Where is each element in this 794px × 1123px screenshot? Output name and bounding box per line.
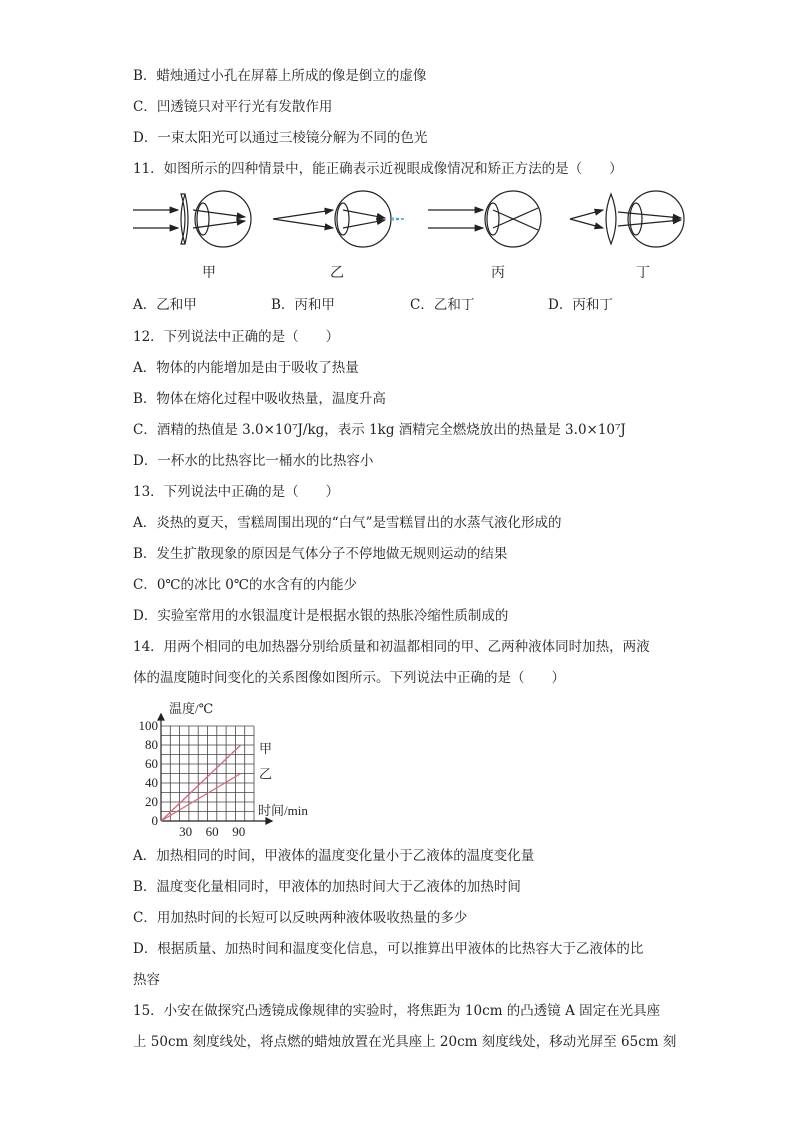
y-tick-label: 20 [145, 794, 158, 809]
option-11d: D．丙和丁 [548, 297, 613, 313]
option-12b: B．物体在熔化过程中吸收热量，温度升高 [133, 391, 386, 407]
series-label-yi: 乙 [259, 766, 273, 782]
option-12d: D．一杯水的比热容比一桶水的比热容小 [133, 453, 374, 469]
y-tick-label: 80 [145, 737, 158, 752]
y-tick-label: 60 [145, 756, 158, 771]
question-14-line1: 14．用两个相同的电加热器分别给质量和初温都相同的甲、乙两种液体同时加热，两液 [133, 639, 650, 655]
eye-bing-icon [428, 191, 541, 247]
option-14a: A．加热相同的时间，甲液体的温度变化量小于乙液体的温度变化量 [133, 848, 535, 864]
question-12: 12．下列说法中正确的是（ ） [133, 329, 340, 345]
series-line-1 [161, 774, 241, 822]
option-11b: B．丙和甲 [271, 297, 335, 313]
option-12a: A．物体的内能增加是由于吸收了热量 [133, 360, 359, 376]
option-13b: B．发生扩散现象的原因是气体分子不停地做无规则运动的结果 [133, 546, 508, 562]
y-axis-label: 温度/℃ [169, 701, 214, 716]
question-14-line2: 体的温度随时间变化的关系图像如图所示。下列说法中正确的是（ ） [133, 670, 565, 686]
x-axis-arrow [266, 818, 272, 824]
x-axis-label: 时间/min [258, 803, 308, 818]
option-14d-line2: 热容 [133, 972, 160, 988]
option-14d-line1: D．根据质量、加热时间和温度变化信息，可以推算出甲液体的比热容大于乙液体的比 [133, 941, 644, 957]
option-10d: D．一束太阳光可以通过三棱镜分解为不同的色光 [133, 130, 428, 146]
eye-yi-icon [273, 191, 405, 247]
eye-ding-icon [570, 191, 684, 247]
option-10c: C．凹透镜只对平行光有发散作用 [133, 99, 333, 115]
temperature-time-chart [130, 700, 330, 840]
eye-jia-icon [133, 191, 251, 247]
question-15-line1: 15．小安在做探究凸透镜成像规律的实验时，将焦距为 10cm 的凸透镜 A 固定在光具座 [133, 1003, 661, 1019]
option-13c: C．0℃的冰比 0℃的水含有的内能少 [133, 577, 358, 593]
caption-jia: 甲 [202, 265, 216, 281]
series-label-jia: 甲 [259, 741, 273, 756]
option-11c: C．乙和丁 [410, 297, 475, 313]
y-tick-label: 100 [138, 718, 158, 733]
option-13a: A．炎热的夏天，雪糕周围出现的“白气”是雪糕冒出的水蒸气液化形成的 [133, 515, 562, 531]
option-14b: B．温度变化量相同时，甲液体的加热时间大于乙液体的加热时间 [133, 879, 521, 895]
y-axis-arrow [158, 714, 164, 720]
caption-bing: 丙 [491, 265, 505, 281]
y-tick-label: 40 [145, 775, 158, 790]
y-tick-label: 0 [151, 813, 158, 828]
option-10b: B．蜡烛通过小孔在屏幕上所成的像是倒立的虚像 [133, 68, 427, 84]
question-15-line2: 上 50cm 刻度线处，将点燃的蜡烛放置在光具座上 20cm 刻度线处，移动光屏至 65cm 刻 [133, 1034, 677, 1050]
x-tick-label: 60 [205, 824, 219, 839]
option-12c: C．酒精的热值是 3.0×10⁷J/kg，表示 1kg 酒精完全燃烧放出的热量是 3.0×10⁷J [133, 422, 626, 438]
x-tick-label: 90 [232, 824, 246, 839]
option-14c: C．用加热时间的长短可以反映两种液体吸收热量的多少 [133, 910, 468, 926]
option-11a: A．乙和甲 [133, 297, 197, 313]
x-tick-label: 30 [179, 824, 193, 839]
question-11: 11．如图所示的四种情景中，能正确表示近视眼成像情况和矫正方法的是（ ） [133, 161, 623, 177]
question-13: 13．下列说法中正确的是（ ） [133, 484, 340, 500]
caption-ding: 丁 [636, 265, 650, 281]
caption-yi: 乙 [330, 265, 344, 281]
eye-figure [133, 190, 693, 260]
option-13d: D．实验室常用的水银温度计是根据水银的热胀冷缩性质制成的 [133, 608, 509, 624]
